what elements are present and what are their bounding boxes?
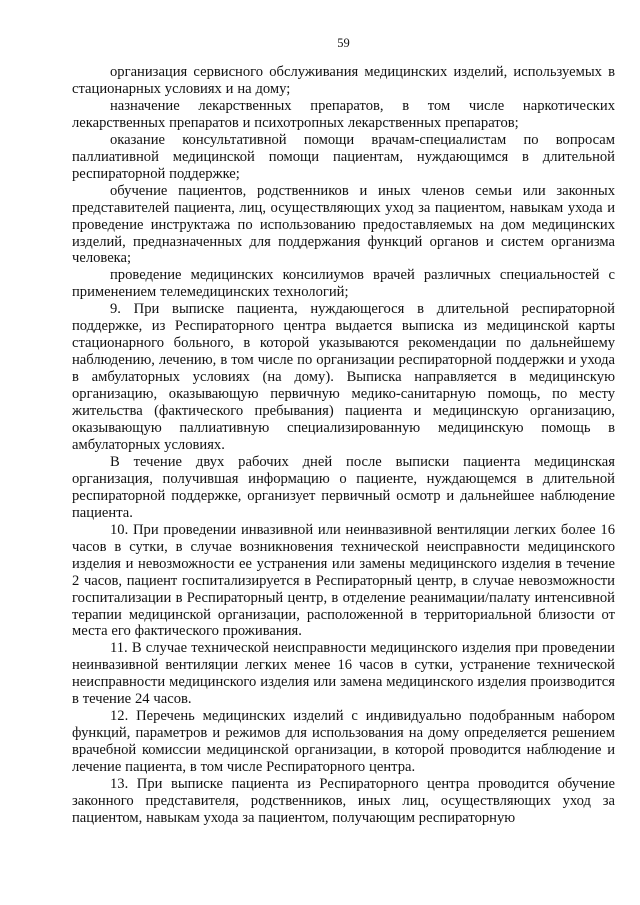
paragraph-service-maintenance: организация сервисного обслуживания медицинских изделий, используемых в стационарных условиях и на дому; <box>72 64 615 97</box>
paragraph-item-13-discharge-training: 13. При выписке пациента из Респираторного центра проводится обучение законного представителя, родственников, иных лиц, осуществляющих уход за пациентом, навыкам ухода за пациентом, получающим респираторную <box>72 776 615 826</box>
page-number: 59 <box>337 36 350 50</box>
paragraph-follow-up-examination: В течение двух рабочих дней после выписки пациента медицинская организация, получившая информацию о пациенте, нуждающемся в длительной респираторной поддержке, организует первичный осмотр и дальнейшее наблюдение пациента. <box>72 453 615 521</box>
document-page <box>72 36 615 827</box>
paragraph-specialist-consulting: оказание консультативной помощи врачам-специалистам по вопросам паллиативной медицинской помощи пациентам, нуждающимся в длительной респираторной поддержке; <box>72 131 615 182</box>
paragraph-telemedicine-councils: проведение медицинских консилиумов врачей различных специальностей с применением телемедицинских технологий; <box>72 267 615 301</box>
paragraph-drug-prescription: назначение лекарственных препаратов, в том числе наркотических лекарственных препаратов и психотропных лекарственных препаратов; <box>72 97 615 131</box>
paragraph-item-12-device-list: 12. Перечень медицинских изделий с индивидуально подобранным набором функций, параметров и режимов для использования на дому определяется решением врачебной комиссии медицинской организации, в которой проводится наблюдение и лечение пациента, в том числе Респираторного центра. <box>72 708 615 776</box>
paragraph-item-11-device-repair: 11. В случае технической неисправности медицинского изделия при проведении неинвазивной вентиляции легких менее 16 часов в сутки, устранение технической неисправности медицинского изделия или замена медицинского изделия производится в течение 24 часов. <box>72 640 615 708</box>
paragraph-item-10-hospitalization: 10. При проведении инвазивной или неинвазивной вентиляции легких более 16 часов в сутки, в случае возникновения технической неисправности медицинского изделия и невозможности ее устранения или замены медицинского изделия в течение 2 часов, пациент госпитализируется в Респираторный центр, в случае невозможности госпитализации в Респираторный центр, в отделение реанимации/палату интенсивной терапии медицинской организации, расположенной в территориальной близости от места его фактического проживания. <box>72 521 615 640</box>
paragraph-item-9-discharge: 9. При выписке пациента, нуждающегося в длительной респираторной поддержке, из Респираторного центра выдается выписка из медицинской карты стационарного больного, в которой указываются рекомендации по дальнейшему наблюдению, лечению, в том числе по организации респираторной поддержки и ухода в амбулаторных условиях (на дому). Выписка направляется в медицинскую организацию, оказывающую первичную медико-санитарную помощь, по месту жительства (фактического пребывания) пациента и медицинскую организацию, оказывающую паллиативную специализированную медицинскую помощь в амбулаторных условиях. <box>72 301 615 453</box>
paragraph-care-training: обучение пациентов, родственников и иных членов семьи или законных представителей пациента, лиц, осуществляющих уход за пациентом, навыкам ухода и проведение инструктажа по использованию предоставляемых на дом медицинских изделий, предназначенных для поддержания функций органов и систем организма человека; <box>72 182 615 267</box>
